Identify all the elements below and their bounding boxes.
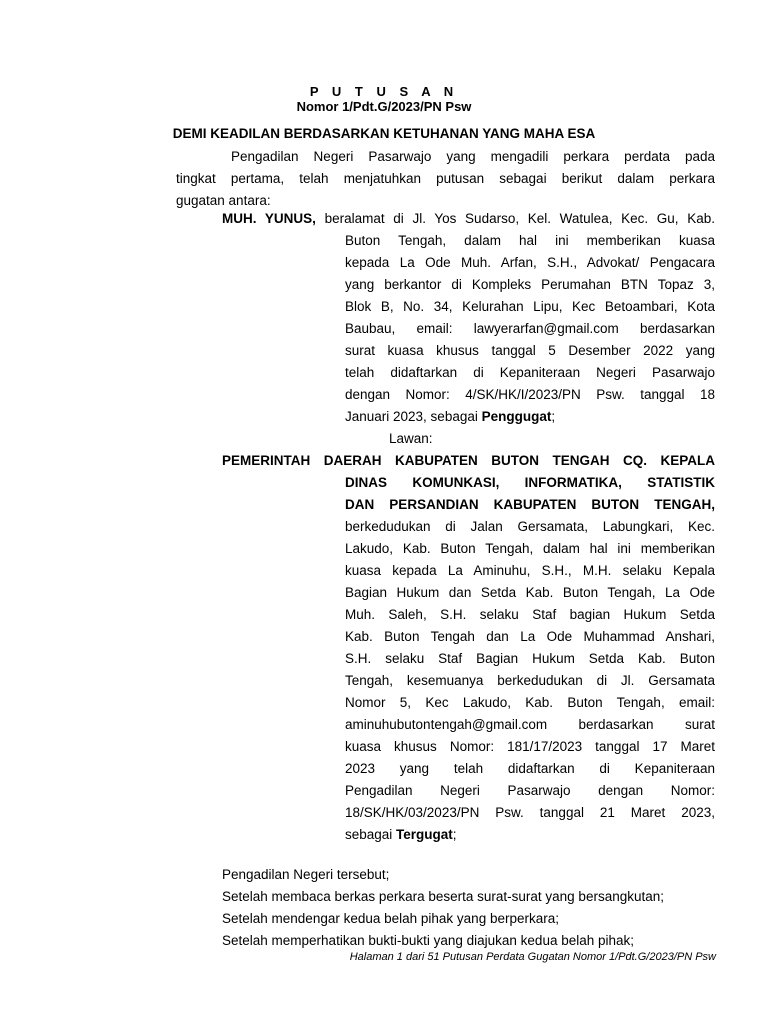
plaintiff-line: dengan Nomor: 4/SK/HK/I/2023/PN Psw. tanggal 18 bbox=[345, 387, 715, 402]
defendant-line: aminuhubutontengah@gmail.com berdasarkan surat bbox=[345, 717, 715, 732]
plaintiff-line: yang berkantor di Kompleks Perumahan BTN Topaz 3, bbox=[345, 277, 715, 292]
defendant-line: Bagian Hukum dan Setda Kab. Buton Tengah, La Ode bbox=[345, 585, 715, 600]
plaintiff-line: Blok B, No. 34, Kelurahan Lipu, Kec Betoambari, Kota bbox=[345, 299, 715, 314]
plaintiff-first-line bbox=[222, 208, 715, 231]
defendant-line: Kab. Buton Tengah dan La Ode Muhammad Anshari, bbox=[345, 629, 715, 644]
defendant-name-line: DAN PERSANDIAN KABUPATEN BUTON TENGAH, bbox=[345, 497, 715, 512]
defendant-line: Lakudo, Kab. Buton Tengah, dalam hal ini memberikan bbox=[345, 541, 715, 556]
document-title: P U T U S A N bbox=[309, 84, 459, 99]
plaintiff-line: Baubau, email: lawyerarfan@gmail.com berdasarkan bbox=[345, 321, 715, 336]
opening-line: Pengadilan Negeri Pasarwajo yang mengadili perkara perdata pada bbox=[231, 149, 715, 164]
plaintiff-role: Penggugat bbox=[481, 409, 552, 424]
plaintiff-line: telah didaftarkan di Kepaniteraan Negeri Pasarwajo bbox=[345, 365, 715, 380]
consideration-line: Pengadilan Negeri tersebut; bbox=[222, 867, 390, 882]
defendant-line: kuasa kepada La Aminuhu, S.H., M.H. selaku Kepala bbox=[345, 563, 715, 578]
case-number: Nomor 1/Pdt.G/2023/PN Psw bbox=[296, 99, 472, 114]
defendant-name-line: PEMERINTAH DAERAH KABUPATEN BUTON TENGAH CQ. KEPALA bbox=[222, 453, 715, 468]
defendant-line: kuasa khusus Nomor: 181/17/2023 tanggal 17 Maret bbox=[345, 739, 715, 754]
defendant-last-suffix: ; bbox=[452, 827, 457, 842]
plaintiff-line: kepada La Ode Muh. Arfan, S.H., Advokat/ Pengacara bbox=[345, 255, 715, 270]
plaintiff-address-start: beralamat di Jl. Yos Sudarso, Kel. Watulea, Kec. Gu, Kab. bbox=[315, 211, 715, 226]
opening-line: tingkat pertama, telah menjatuhkan putusan sebagai berikut dalam perkara bbox=[176, 171, 715, 186]
defendant-line: 18/SK/HK/03/2023/PN Psw. tanggal 21 Maret 2023, bbox=[345, 805, 715, 820]
plaintiff-line: surat kuasa khusus tanggal 5 Desember 2022 yang bbox=[345, 343, 715, 358]
consideration-line: Setelah mendengar kedua belah pihak yang berperkara; bbox=[222, 911, 559, 926]
plaintiff-last-line bbox=[345, 406, 555, 429]
consideration-line: Setelah membaca berkas perkara beserta surat-surat yang bersangkutan; bbox=[222, 889, 664, 904]
plaintiff-line: Buton Tengah, dalam hal ini memberikan kuasa bbox=[345, 233, 715, 248]
page-footer: Halaman 1 dari 51 Putusan Perdata Gugatan Nomor 1/Pdt.G/2023/PN Psw bbox=[349, 951, 716, 963]
irah-irah-heading: DEMI KEADILAN BERDASARKAN KETUHANAN YANG MAHA ESA bbox=[172, 126, 596, 141]
defendant-last-line bbox=[345, 824, 457, 847]
defendant-role: Tergugat bbox=[396, 827, 453, 842]
defendant-line: Tengah, kesemuanya berkedudukan di Jl. Gersamata bbox=[345, 673, 715, 688]
defendant-name-line: DINAS KOMUNKASI, INFORMATIKA, STATISTIK bbox=[345, 475, 715, 490]
defendant-line: Nomor 5, Kec Lakudo, Kab. Buton Tengah, email: bbox=[345, 695, 715, 710]
defendant-line: berkedudukan di Jalan Gersamata, Labungkari, Kec. bbox=[345, 519, 715, 534]
defendant-last-prefix: sebagai bbox=[345, 827, 397, 842]
defendant-line: Muh. Saleh, S.H. selaku Staf bagian Hukum Setda bbox=[345, 607, 715, 622]
plaintiff-name: MUH. YUNUS, bbox=[222, 211, 316, 226]
versus-label: Lawan: bbox=[389, 431, 433, 446]
defendant-line: Pengadilan Negeri Pasarwajo dengan Nomor: bbox=[345, 783, 715, 798]
consideration-line: Setelah memperhatikan bukti-bukti yang diajukan kedua belah pihak; bbox=[222, 933, 635, 948]
plaintiff-last-suffix: ; bbox=[551, 409, 556, 424]
plaintiff-last-prefix: Januari 2023, sebagai bbox=[345, 409, 482, 424]
defendant-line: 2023 yang telah didaftarkan di Kepaniteraan bbox=[345, 761, 715, 776]
defendant-line: S.H. selaku Staf Bagian Hukum Setda Kab. Buton bbox=[345, 651, 715, 666]
opening-line: gugatan antara: bbox=[176, 193, 271, 208]
